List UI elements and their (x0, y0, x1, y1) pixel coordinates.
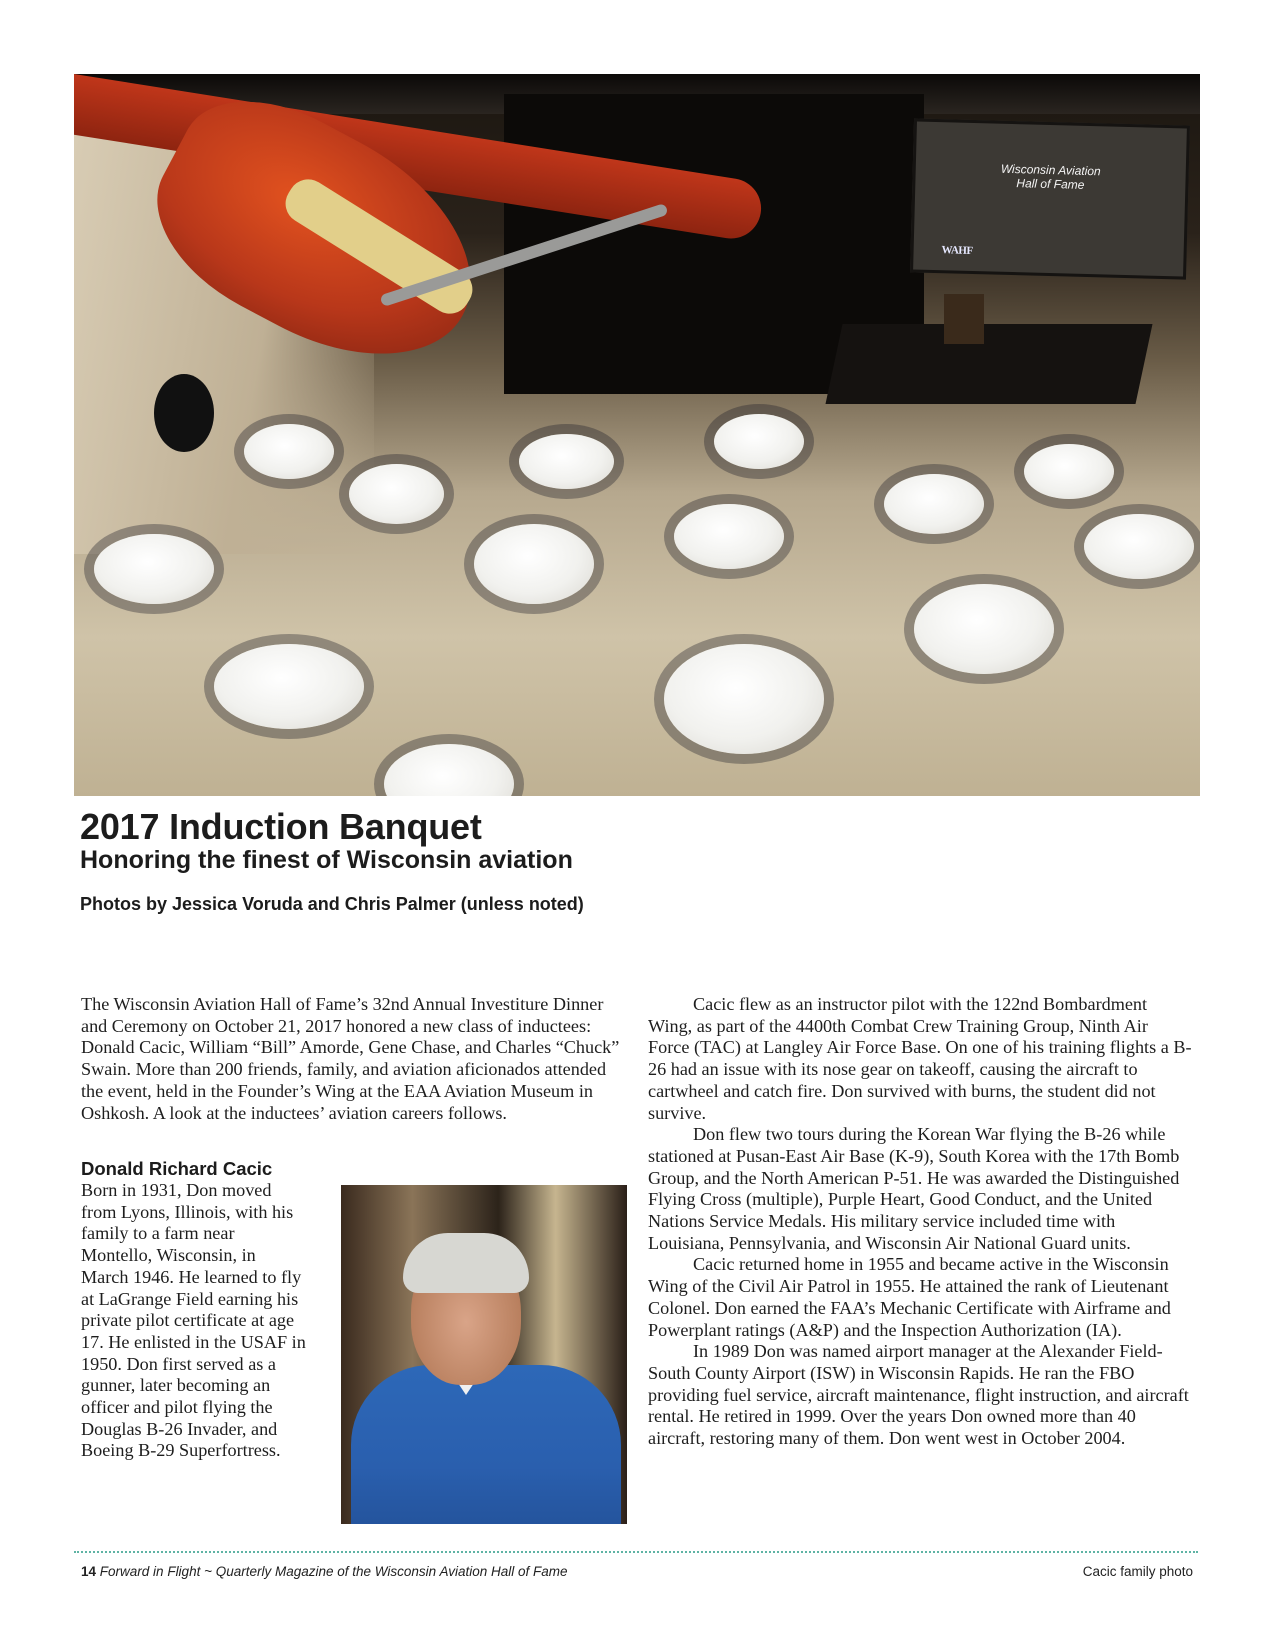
table (474, 524, 594, 604)
projection-screen (910, 118, 1190, 279)
bio-opening-text: Born in 1931, Don moved from Lyons, Illinois, with his family to a farm near Montello, Wisconsin, in March 1946. He learned to fly at LaGrange Field earning his private pilot certificate at age 17. He enlisted in the USAF in 1950. Don first served as a gunner, later becoming an officer and pilot flying the Douglas B-26 Invader, and Boeing B-29 Superfortress. (81, 1180, 306, 1461)
table (519, 434, 614, 489)
table (244, 424, 334, 479)
portrait-credit: Cacic family photo (1082, 1564, 1193, 1579)
page-number: 14 (81, 1564, 97, 1579)
article-subtitle: Honoring the finest of Wisconsin aviation (80, 846, 573, 874)
table (94, 534, 214, 604)
footer-divider (74, 1551, 1198, 1553)
portrait-photo (341, 1185, 627, 1524)
screen-line-2: Hall of Fame (1016, 176, 1085, 192)
bio-paragraph: Cacic returned home in 1955 and became active in the Wisconsin Wing of the Civil Air Patrol in 1955. He attained the rank of Lieutenant Colonel. Don earned the FAA’s Mechanic Certificate with Airframe and Powerplant ratings (A&P) and the Inspection Authorization (IA). (648, 1254, 1171, 1340)
banquet-tables (74, 354, 1200, 796)
bio-paragraph: Cacic flew as an instructor pilot with the 122nd Bombardment Wing, as part of the 4400th Combat Crew Training Group, Ninth Air Force (TAC) at Langley Air Force Base. On one of his training flights a B-26 had an issue with its nose gear on takeoff, causing the aircraft to cartwheel and catch fire. Don survived with burns, the student did not survive. (648, 994, 1192, 1123)
bio-opening (81, 1180, 306, 1462)
footer-folio (81, 1564, 568, 1579)
screen-line-1: Wisconsin Aviation (1000, 161, 1101, 179)
table (1024, 444, 1114, 499)
inductee-name-heading: Donald Richard Cacic (81, 1158, 273, 1179)
table (884, 474, 984, 534)
portrait-hair (403, 1233, 529, 1293)
table (1084, 514, 1194, 579)
portrait-shirt (351, 1365, 621, 1524)
aircraft-wheel (154, 374, 214, 452)
photo-credit: Photos by Jessica Voruda and Chris Palmer (unless noted) (80, 894, 584, 914)
intro-text: The Wisconsin Aviation Hall of Fame’s 32nd Annual Investiture Dinner and Ceremony on October 21, 2017 honored a new class of inductees: Donald Cacic, William “Bill” Amorde, Gene Chase, and Charles “Chuck” Swain. More than 200 friends, family, and aviation aficionados attended the event, held in the Founder’s Wing at the EAA Aviation Museum in Oshkosh. A look at the inductees’ aviation careers follows. (81, 994, 620, 1123)
table (349, 464, 444, 524)
bio-paragraph: In 1989 Don was named airport manager at the Alexander Field-South County Airport (ISW) in Wisconsin Rapids. He ran the FBO providing fuel service, aircraft maintenance, flight instruction, and aircraft rental. He retired in 1999. Over the years Don owned more than 40 aircraft, restoring many of them. Don went west in October 2004. (648, 1341, 1189, 1449)
intro-paragraph (81, 994, 621, 1124)
table (914, 584, 1054, 674)
table (664, 644, 824, 754)
screen-title (915, 159, 1186, 194)
wahf-logo: WAHF (941, 244, 973, 257)
table (214, 644, 364, 729)
bio-continuation (648, 994, 1193, 1450)
podium (944, 294, 984, 344)
bio-paragraph: Don flew two tours during the Korean War flying the B-26 while stationed at Pusan-East Air Base (K-9), South Korea with the 17th Bomb Group, and the North American P-51. He was awarded the Distinguished Flying Cross (multiple), Purple Heart, Good Conduct, and the United Nations Service Medals. His military service included time with Louisiana, Pennsylvania, and Wisconsin Air National Guard units. (648, 1124, 1180, 1253)
table (384, 744, 514, 796)
banquet-hall-photo (74, 74, 1200, 796)
publication-name: Forward in Flight ~ Quarterly Magazine of the Wisconsin Aviation Hall of Fame (99, 1564, 568, 1579)
table (674, 504, 784, 569)
article-title: 2017 Induction Banquet (80, 806, 482, 847)
table (714, 414, 804, 469)
